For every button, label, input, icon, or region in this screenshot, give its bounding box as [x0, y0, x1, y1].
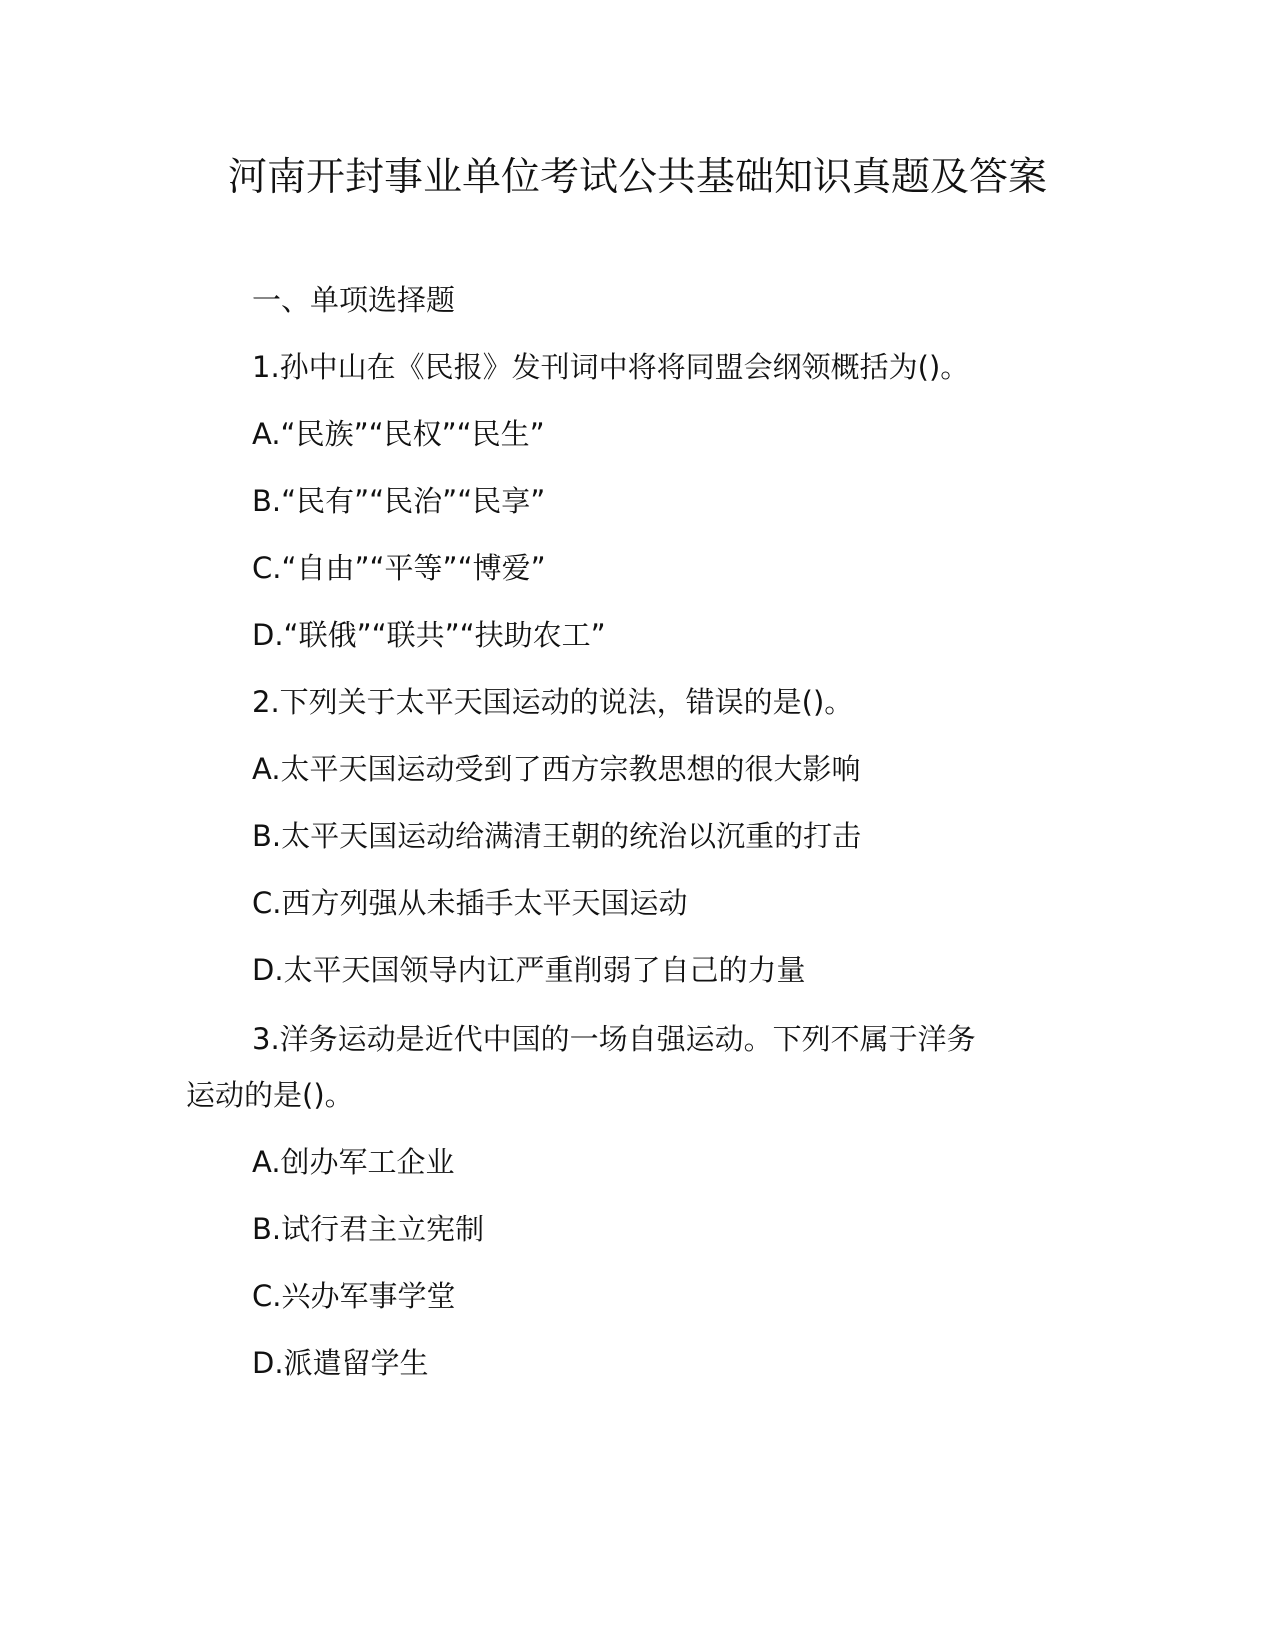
question-2-option-c: C.西方列强从未插手太平天国运动: [252, 886, 688, 920]
question-1-stem: 1.孙中山在《民报》发刊词中将将同盟会纲领概括为()。: [252, 350, 970, 384]
question-1-option-a: A.“民族”“民权”“民生”: [252, 417, 545, 451]
section-heading: 一、单项选择题: [252, 283, 456, 317]
question-2-option-b: B.太平天国运动给满清王朝的统治以沉重的打击: [252, 819, 862, 853]
question-3-option-d: D.派遣留学生: [252, 1346, 429, 1380]
question-1-option-d: D.“联俄”“联共”“扶助农工”: [252, 618, 606, 652]
question-2-option-d: D.太平天国领导内讧严重削弱了自己的力量: [252, 953, 806, 987]
question-2-stem: 2.下列关于太平天国运动的说法，错误的是()。: [252, 685, 854, 719]
question-3-option-b: B.试行君主立宪制: [252, 1212, 485, 1246]
question-1-option-c: C.“自由”“平等”“博爱”: [252, 551, 546, 585]
question-3-option-a: A.创办军工企业: [252, 1145, 455, 1179]
question-1-option-b: B.“民有”“民治”“民享”: [252, 484, 546, 518]
question-3-stem-line2: 运动的是()。: [186, 1078, 354, 1112]
question-2-option-a: A.太平天国运动受到了西方宗教思想的很大影响: [252, 752, 861, 786]
document-title: 河南开封事业单位考试公共基础知识真题及答案: [227, 155, 1047, 200]
question-3-stem-line1: 3.洋务运动是近代中国的一场自强运动。下列不属于洋务: [252, 1022, 976, 1056]
question-3-option-c: C.兴办军事学堂: [252, 1279, 456, 1313]
